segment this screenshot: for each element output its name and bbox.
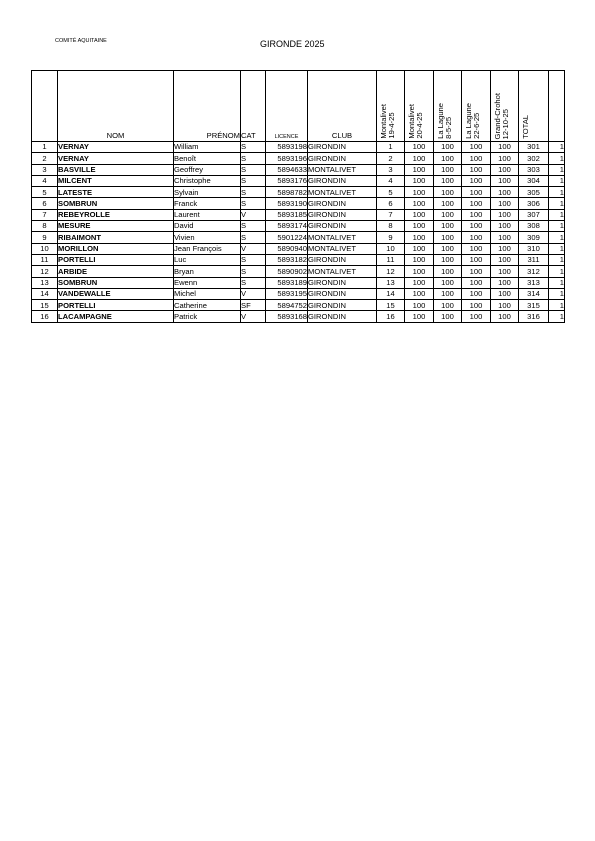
event-2-cell: 100 xyxy=(405,221,434,232)
event-4-cell: 100 xyxy=(462,266,491,277)
extra-cell: 1 xyxy=(549,232,565,243)
cat-cell: S xyxy=(241,277,266,288)
prenom-cell: Geoffrey xyxy=(174,164,241,175)
extra-cell: 1 xyxy=(549,300,565,311)
prenom-cell: Luc xyxy=(174,254,241,265)
event-4-cell: 100 xyxy=(462,209,491,220)
event-2-cell: 100 xyxy=(405,254,434,265)
club-cell: GIRONDIN xyxy=(308,153,377,164)
event-1-cell: 6 xyxy=(377,198,405,209)
header-event-3-label: La Lagune 8-5-25 xyxy=(436,103,453,139)
extra-cell: 1 xyxy=(549,311,565,322)
event-5-cell: 100 xyxy=(491,232,519,243)
nom-cell: VERNAY xyxy=(58,142,174,153)
header-event-4-label: La Lagune 22-6-25 xyxy=(464,103,481,139)
cat-cell: S xyxy=(241,153,266,164)
extra-cell: 1 xyxy=(549,221,565,232)
event-3-cell: 100 xyxy=(434,209,462,220)
rank-cell: 12 xyxy=(32,266,58,277)
event-1-cell: 7 xyxy=(377,209,405,220)
table-row xyxy=(32,232,565,243)
nom-cell: VERNAY xyxy=(58,153,174,164)
nom-cell: REBEYROLLE xyxy=(58,209,174,220)
nom-cell: LACAMPAGNE xyxy=(58,311,174,322)
cat-cell: S xyxy=(241,164,266,175)
club-cell: GIRONDIN xyxy=(308,254,377,265)
total-cell: 308 xyxy=(519,221,549,232)
club-cell: MONTALIVET xyxy=(308,187,377,198)
club-cell: MONTALIVET xyxy=(308,243,377,254)
event-2-cell: 100 xyxy=(405,142,434,153)
event-2-cell: 100 xyxy=(405,164,434,175)
header-event-2 xyxy=(405,71,434,142)
prenom-cell: Benoît xyxy=(174,153,241,164)
event-4-cell: 100 xyxy=(462,277,491,288)
ranking-table xyxy=(31,70,565,323)
cat-cell: S xyxy=(241,266,266,277)
extra-cell: 1 xyxy=(549,209,565,220)
event-1-cell: 12 xyxy=(377,266,405,277)
total-cell: 302 xyxy=(519,153,549,164)
licence-cell: 5893174 xyxy=(266,221,308,232)
extra-cell: 1 xyxy=(549,277,565,288)
event-5-cell: 100 xyxy=(491,288,519,299)
header-cat: CAT xyxy=(241,71,266,142)
event-4-cell: 100 xyxy=(462,164,491,175)
club-cell: GIRONDIN xyxy=(308,175,377,186)
nom-cell: BASVILLE xyxy=(58,164,174,175)
event-3-cell: 100 xyxy=(434,254,462,265)
table-row xyxy=(32,221,565,232)
club-cell: GIRONDIN xyxy=(308,311,377,322)
event-2-cell: 100 xyxy=(405,153,434,164)
table-row xyxy=(32,153,565,164)
event-3-cell: 100 xyxy=(434,221,462,232)
total-cell: 313 xyxy=(519,277,549,288)
extra-cell: 1 xyxy=(549,254,565,265)
licence-cell: 5893196 xyxy=(266,153,308,164)
extra-cell: 1 xyxy=(549,164,565,175)
licence-cell: 5898782 xyxy=(266,187,308,198)
extra-cell: 1 xyxy=(549,187,565,198)
licence-cell: 5894633 xyxy=(266,164,308,175)
table-row xyxy=(32,198,565,209)
prenom-cell: Sylvain xyxy=(174,187,241,198)
header-event-5-label: Grand-Crohot 12-10-25 xyxy=(493,92,510,139)
club-cell: GIRONDIN xyxy=(308,288,377,299)
table-row xyxy=(32,254,565,265)
event-2-cell: 100 xyxy=(405,209,434,220)
rank-cell: 16 xyxy=(32,311,58,322)
nom-cell: SOMBRUN xyxy=(58,277,174,288)
total-cell: 309 xyxy=(519,232,549,243)
rank-cell: 1 xyxy=(32,142,58,153)
event-3-cell: 100 xyxy=(434,187,462,198)
nom-cell: VANDEWALLE xyxy=(58,288,174,299)
header-event-1 xyxy=(377,71,405,142)
event-2-cell: 100 xyxy=(405,198,434,209)
rank-cell: 5 xyxy=(32,187,58,198)
rank-cell: 15 xyxy=(32,300,58,311)
event-5-cell: 100 xyxy=(491,266,519,277)
table-row xyxy=(32,209,565,220)
header-nom: NOM xyxy=(58,71,174,142)
extra-cell: 1 xyxy=(549,175,565,186)
event-5-cell: 100 xyxy=(491,243,519,254)
prenom-cell: Christophe xyxy=(174,175,241,186)
extra-cell: 1 xyxy=(549,153,565,164)
event-4-cell: 100 xyxy=(462,243,491,254)
prenom-cell: Michel xyxy=(174,288,241,299)
header-licence: LICENCE xyxy=(266,71,308,142)
cat-cell: S xyxy=(241,221,266,232)
cat-cell: S xyxy=(241,175,266,186)
event-3-cell: 100 xyxy=(434,164,462,175)
table-row xyxy=(32,288,565,299)
table-row xyxy=(32,300,565,311)
club-cell: GIRONDIN xyxy=(308,221,377,232)
event-3-cell: 100 xyxy=(434,300,462,311)
event-2-cell: 100 xyxy=(405,187,434,198)
rank-cell: 2 xyxy=(32,153,58,164)
event-4-cell: 100 xyxy=(462,153,491,164)
event-5-cell: 100 xyxy=(491,311,519,322)
total-cell: 315 xyxy=(519,300,549,311)
prenom-cell: Vivien xyxy=(174,232,241,243)
cat-cell: V xyxy=(241,243,266,254)
event-3-cell: 100 xyxy=(434,153,462,164)
event-2-cell: 100 xyxy=(405,232,434,243)
event-5-cell: 100 xyxy=(491,254,519,265)
header-event-4 xyxy=(462,71,491,142)
club-cell: GIRONDIN xyxy=(308,277,377,288)
header-rank xyxy=(32,71,58,142)
licence-cell: 5893189 xyxy=(266,277,308,288)
header-total-label: TOTAL xyxy=(521,115,530,139)
rank-cell: 7 xyxy=(32,209,58,220)
rank-cell: 9 xyxy=(32,232,58,243)
licence-cell: 5890940 xyxy=(266,243,308,254)
event-1-cell: 3 xyxy=(377,164,405,175)
event-3-cell: 100 xyxy=(434,288,462,299)
club-cell: MONTALIVET xyxy=(308,232,377,243)
event-4-cell: 100 xyxy=(462,254,491,265)
rank-cell: 3 xyxy=(32,164,58,175)
club-cell: GIRONDIN xyxy=(308,300,377,311)
rank-cell: 14 xyxy=(32,288,58,299)
licence-cell: 5893185 xyxy=(266,209,308,220)
event-3-cell: 100 xyxy=(434,198,462,209)
nom-cell: MORILLON xyxy=(58,243,174,254)
total-cell: 312 xyxy=(519,266,549,277)
event-4-cell: 100 xyxy=(462,311,491,322)
event-5-cell: 100 xyxy=(491,277,519,288)
total-cell: 301 xyxy=(519,142,549,153)
rank-cell: 6 xyxy=(32,198,58,209)
event-5-cell: 100 xyxy=(491,175,519,186)
club-cell: GIRONDIN xyxy=(308,209,377,220)
table-row xyxy=(32,164,565,175)
total-cell: 316 xyxy=(519,311,549,322)
nom-cell: MILCENT xyxy=(58,175,174,186)
prenom-cell: Ewenn xyxy=(174,277,241,288)
event-5-cell: 100 xyxy=(491,221,519,232)
event-2-cell: 100 xyxy=(405,243,434,254)
header-club: CLUB xyxy=(308,71,377,142)
cat-cell: S xyxy=(241,187,266,198)
event-4-cell: 100 xyxy=(462,288,491,299)
licence-cell: 5901224 xyxy=(266,232,308,243)
event-1-cell: 14 xyxy=(377,288,405,299)
event-3-cell: 100 xyxy=(434,266,462,277)
event-4-cell: 100 xyxy=(462,221,491,232)
event-1-cell: 5 xyxy=(377,187,405,198)
event-4-cell: 100 xyxy=(462,300,491,311)
event-5-cell: 100 xyxy=(491,153,519,164)
header-event-2-label: Montalivet 20-4-25 xyxy=(407,104,424,139)
event-1-cell: 2 xyxy=(377,153,405,164)
total-cell: 314 xyxy=(519,288,549,299)
header-event-1-label: Montalivet 19-4-25 xyxy=(379,104,396,139)
club-cell: GIRONDIN xyxy=(308,142,377,153)
event-2-cell: 100 xyxy=(405,266,434,277)
cat-cell: S xyxy=(241,232,266,243)
page-title: GIRONDE 2025 xyxy=(260,39,325,49)
club-cell: MONTALIVET xyxy=(308,164,377,175)
rank-cell: 8 xyxy=(32,221,58,232)
event-1-cell: 16 xyxy=(377,311,405,322)
prenom-cell: Bryan xyxy=(174,266,241,277)
event-5-cell: 100 xyxy=(491,164,519,175)
licence-cell: 5893182 xyxy=(266,254,308,265)
event-5-cell: 100 xyxy=(491,209,519,220)
total-cell: 306 xyxy=(519,198,549,209)
prenom-cell: Laurent xyxy=(174,209,241,220)
event-4-cell: 100 xyxy=(462,187,491,198)
event-5-cell: 100 xyxy=(491,187,519,198)
event-4-cell: 100 xyxy=(462,232,491,243)
extra-cell: 1 xyxy=(549,266,565,277)
club-cell: GIRONDIN xyxy=(308,198,377,209)
table-row xyxy=(32,187,565,198)
event-3-cell: 100 xyxy=(434,277,462,288)
extra-cell: 1 xyxy=(549,198,565,209)
cat-cell: V xyxy=(241,311,266,322)
header-event-3 xyxy=(434,71,462,142)
total-cell: 303 xyxy=(519,164,549,175)
event-2-cell: 100 xyxy=(405,175,434,186)
cat-cell: S xyxy=(241,254,266,265)
club-cell: MONTALIVET xyxy=(308,266,377,277)
table-row xyxy=(32,266,565,277)
event-2-cell: 100 xyxy=(405,311,434,322)
nom-cell: SOMBRUN xyxy=(58,198,174,209)
licence-cell: 5890902 xyxy=(266,266,308,277)
extra-cell: 1 xyxy=(549,142,565,153)
event-3-cell: 100 xyxy=(434,142,462,153)
total-cell: 307 xyxy=(519,209,549,220)
table-row xyxy=(32,175,565,186)
table-row xyxy=(32,311,565,322)
event-1-cell: 10 xyxy=(377,243,405,254)
event-4-cell: 100 xyxy=(462,198,491,209)
cat-cell: V xyxy=(241,209,266,220)
event-1-cell: 13 xyxy=(377,277,405,288)
rank-cell: 10 xyxy=(32,243,58,254)
nom-cell: PORTELLI xyxy=(58,254,174,265)
nom-cell: ARBIDE xyxy=(58,266,174,277)
event-4-cell: 100 xyxy=(462,175,491,186)
event-1-cell: 15 xyxy=(377,300,405,311)
prenom-cell: Catherine xyxy=(174,300,241,311)
prenom-cell: Patrick xyxy=(174,311,241,322)
header-prenom: PRÉNOM xyxy=(174,71,241,142)
total-cell: 311 xyxy=(519,254,549,265)
licence-cell: 5893195 xyxy=(266,288,308,299)
event-2-cell: 100 xyxy=(405,288,434,299)
licence-cell: 5893168 xyxy=(266,311,308,322)
cat-cell: S xyxy=(241,198,266,209)
event-3-cell: 100 xyxy=(434,232,462,243)
licence-cell: 5893176 xyxy=(266,175,308,186)
nom-cell: RIBAIMONT xyxy=(58,232,174,243)
total-cell: 310 xyxy=(519,243,549,254)
cat-cell: SF xyxy=(241,300,266,311)
table-header-row xyxy=(32,71,565,142)
event-1-cell: 4 xyxy=(377,175,405,186)
event-1-cell: 11 xyxy=(377,254,405,265)
event-3-cell: 100 xyxy=(434,175,462,186)
table-row xyxy=(32,142,565,153)
prenom-cell: William xyxy=(174,142,241,153)
cat-cell: S xyxy=(241,142,266,153)
licence-cell: 5894752 xyxy=(266,300,308,311)
prenom-cell: David xyxy=(174,221,241,232)
event-2-cell: 100 xyxy=(405,277,434,288)
licence-cell: 5893190 xyxy=(266,198,308,209)
cat-cell: V xyxy=(241,288,266,299)
event-5-cell: 100 xyxy=(491,198,519,209)
organization-label: COMITÉ AQUITAINE xyxy=(55,38,107,44)
header-extra xyxy=(549,71,565,142)
rank-cell: 11 xyxy=(32,254,58,265)
event-4-cell: 100 xyxy=(462,142,491,153)
extra-cell: 1 xyxy=(549,243,565,254)
nom-cell: MESURE xyxy=(58,221,174,232)
event-1-cell: 9 xyxy=(377,232,405,243)
nom-cell: PORTELLI xyxy=(58,300,174,311)
total-cell: 304 xyxy=(519,175,549,186)
licence-cell: 5893198 xyxy=(266,142,308,153)
extra-cell: 1 xyxy=(549,288,565,299)
rank-cell: 4 xyxy=(32,175,58,186)
event-1-cell: 8 xyxy=(377,221,405,232)
header-event-5 xyxy=(491,71,519,142)
event-2-cell: 100 xyxy=(405,300,434,311)
event-1-cell: 1 xyxy=(377,142,405,153)
table-row xyxy=(32,243,565,254)
rank-cell: 13 xyxy=(32,277,58,288)
prenom-cell: Jean François xyxy=(174,243,241,254)
event-5-cell: 100 xyxy=(491,142,519,153)
event-5-cell: 100 xyxy=(491,300,519,311)
total-cell: 305 xyxy=(519,187,549,198)
table-row xyxy=(32,277,565,288)
prenom-cell: Franck xyxy=(174,198,241,209)
event-3-cell: 100 xyxy=(434,243,462,254)
event-3-cell: 100 xyxy=(434,311,462,322)
nom-cell: LATESTE xyxy=(58,187,174,198)
header-total xyxy=(519,71,549,142)
